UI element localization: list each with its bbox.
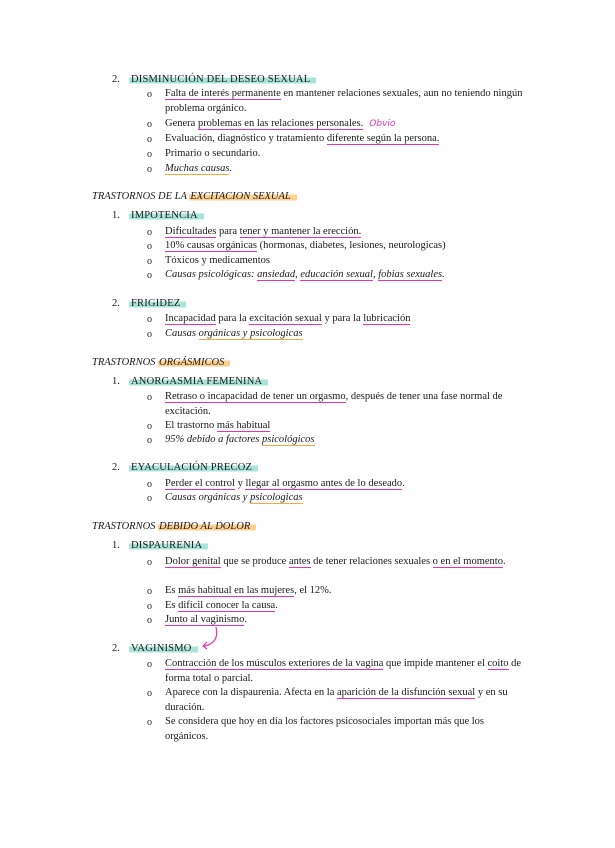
list-item: Genera problemas en las relaciones personales. Obvio [165,118,396,129]
list-number: 2. [112,74,120,85]
bullet: o [147,392,152,403]
list-item: Perder el control y llegar al orgasmo antes de lo deseado. [165,478,405,489]
list-number: 2. [112,643,120,654]
section-title-dolor: TRASTORNOS DEBIDO AL DOLOR [92,521,256,532]
list-item: Aparece con la dispaurenia. Afecta en la aparición de la disfunción sexual y en su duración. [165,687,508,713]
list-item: Falta de interés permanente en mantener relaciones sexuales, aun no teniendo ningún problema orgánico. [165,88,523,114]
bullet: o [147,659,152,670]
list-item: Causas orgánicas y psicologicas [165,492,303,503]
bullet: o [147,493,152,504]
bullet: o [147,314,152,325]
bullet: o [147,270,152,281]
section-title-excitacion: TRASTORNOS DE LA EXCITACION SEXUAL [92,191,297,202]
bullet: o [147,557,152,568]
bullet: o [147,89,152,100]
list-number: 1. [112,210,120,221]
bullet: o [147,256,152,267]
bullet: o [147,241,152,252]
list-item: Causas orgánicas y psicologicas [165,328,303,339]
bullet: o [147,119,152,130]
list-item: Dolor genital que se produce antes de tener relaciones sexuales o en el momento. [165,556,506,567]
bullet: o [147,227,152,238]
bullet: o [147,329,152,340]
heading-anorgasmia: ANORGASMIA FEMENINA [129,376,268,387]
bullet: o [147,601,152,612]
bullet: o [147,421,152,432]
list-item: Se considera que hoy en día los factores psicosociales importan más que los orgánicos. [165,716,484,742]
bullet: o [147,615,152,626]
bullet: o [147,149,152,160]
bullet: o [147,688,152,699]
bullet: o [147,164,152,175]
list-item: Incapacidad para la excitación sexual y para la lubricación [165,313,411,324]
heading-impotencia: IMPOTENCIA [129,210,204,221]
list-item: Es difícil conocer la causa. [165,600,278,611]
list-item: 10% causas orgánicas (hormonas, diabetes, lesiones, neurologicas) [165,240,446,251]
bullet: o [147,717,152,728]
list-number: 2. [112,298,120,309]
list-number: 1. [112,540,120,551]
list-item: Contracción de los músculos exteriores de la vagina que impide mantener el coito de forma total o parcial. [165,658,522,684]
heading-eyaculacion: EYACULACIÓN PRECOZ [129,462,258,473]
bullet: o [147,479,152,490]
bullet: o [147,134,152,145]
list-item: Es más habitual en las mujeres, el 12%. [165,585,332,596]
list-item: Evaluación, diagnóstico y tratamiento diferente según la persona. [165,133,440,144]
list-item: 95% debido a factores psicológicos [165,434,315,445]
list-number: 2. [112,462,120,473]
bullet: o [147,586,152,597]
list-item: Tóxicos y medicamentos [165,255,270,266]
section-title-orgasmicos: TRASTORNOS ORGÁSMICOS [92,357,230,368]
list-item: Retraso o incapacidad de tener un orgasmo, después de tener una fase normal de excitación. [165,391,503,417]
heading-disminucion: DISMINUCIÓN DEL DESEO SEXUAL [129,74,316,85]
handwritten-arrow-icon [196,626,226,652]
list-number: 1. [112,376,120,387]
heading-vaginismo: VAGINISMO [129,643,198,654]
bullet: o [147,435,152,446]
list-item: Causas psicológicas: ansiedad, educación sexual, fobias sexuales. [165,269,445,280]
handwritten-note: Obvio [369,119,396,129]
heading-dispaurenia: DISPAURENIA [129,540,208,551]
list-item: Primario o secundario. [165,148,261,159]
list-item: Junto al vaginismo. [165,614,247,625]
list-item: El trastorno más habitual [165,420,271,431]
list-item: Dificultades para tener y mantener la erección. [165,226,362,237]
list-item: Muchas causas. [165,163,233,174]
heading-frigidez: FRIGIDEZ [129,298,186,309]
